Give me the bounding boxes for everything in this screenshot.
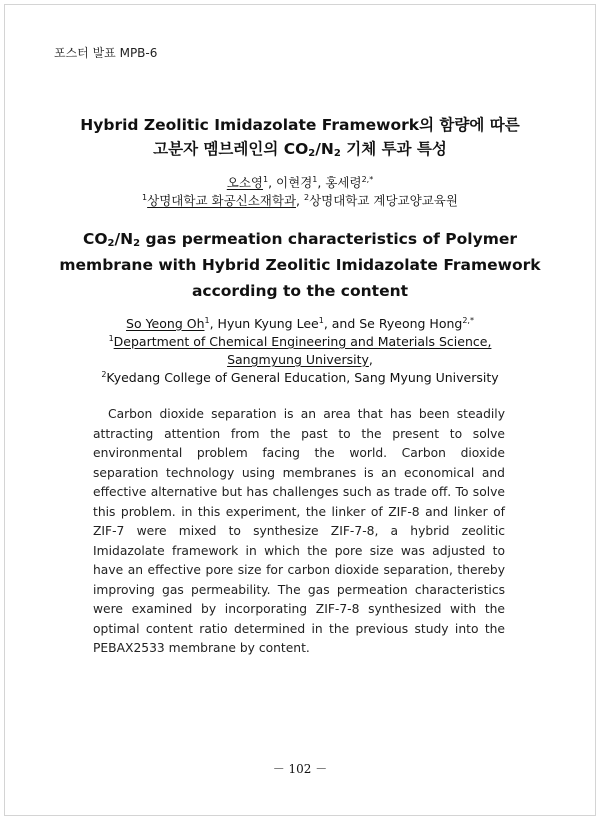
english-authors-block bbox=[0, 315, 600, 387]
korean-title-part: 고분자 멤브레인의 CO bbox=[153, 140, 309, 158]
english-affiliation-1-cont bbox=[0, 351, 600, 369]
korean-affiliation-2: 상명대학교 계당교양교육원 bbox=[309, 193, 458, 208]
superscript: 1 bbox=[142, 193, 148, 202]
english-title-part: gas permeation characteristics of Polymer bbox=[140, 230, 518, 248]
abstract bbox=[93, 405, 505, 659]
superscript: 1 bbox=[312, 175, 318, 184]
english-affiliation-1-text: Department of Chemical Engineering and Materials Science, bbox=[113, 334, 492, 349]
korean-authors bbox=[0, 174, 600, 192]
english-affiliation-1-university: Sangmyung University bbox=[227, 352, 369, 367]
superscript: 2 bbox=[303, 193, 310, 202]
english-affiliation-2-text: Kyedang College of General Education, Sang Myung University bbox=[106, 370, 499, 385]
session-label: 포스터 발표 MPB-6 bbox=[54, 46, 158, 60]
superscript: 1 bbox=[204, 316, 210, 325]
korean-author: , 홍세령 bbox=[317, 175, 362, 190]
page-number: － 102 － bbox=[272, 762, 328, 776]
korean-title-part: 기체 투과 특성 bbox=[340, 140, 447, 158]
english-title-line-2: membrane with Hybrid Zeolitic Imidazolate Framework bbox=[59, 256, 541, 274]
subscript: 2 bbox=[133, 238, 141, 249]
separator: , bbox=[296, 193, 304, 208]
english-title-part: CO bbox=[82, 230, 108, 248]
superscript: 1 bbox=[263, 175, 269, 184]
english-author: , Hyun Kyung Lee bbox=[209, 316, 319, 331]
subscript: 2 bbox=[308, 148, 316, 159]
superscript: 1 bbox=[108, 334, 114, 343]
abstract-text: Carbon dioxide separation is an area that has been steadily attracting attention from the past to the present to solve environmental problem facing the world. Carbon dioxide separation technology using membranes is an economical and effective alternative but has challenges such as trade off. To solve this problem. in this experiment, the linker of ZIF-8 and linker of ZIF-7 were mixed to synthesize ZIF-7-8, a hybrid zeolitic Imidazolate framework in which the pore size was adjusted to have an effective pore size for carbon dioxide separation, thereby improving gas permeability. The gas permeation characteristics were examined by incorporating ZIF-7-8 synthesized with the optimal content ratio determined in the previous study into the PEBAX2533 membrane by content. bbox=[93, 407, 505, 655]
korean-affiliations bbox=[0, 192, 600, 210]
english-affiliation-1 bbox=[0, 333, 600, 351]
korean-authors-block bbox=[0, 174, 600, 210]
subscript: 2 bbox=[107, 238, 115, 249]
superscript: 2 bbox=[101, 370, 107, 379]
english-title-line-1 bbox=[0, 226, 600, 252]
korean-author-presenter: 오소영 bbox=[226, 175, 264, 190]
korean-affiliation-1: 상명대학교 화공신소재학과 bbox=[147, 193, 297, 208]
english-author-presenter: So Yeong Oh bbox=[126, 316, 205, 331]
superscript: 2,* bbox=[462, 316, 474, 325]
english-affiliation-2 bbox=[0, 369, 600, 387]
english-authors bbox=[0, 315, 600, 333]
korean-title-line-1: Hybrid Zeolitic Imidazolate Framework의 함량에 따른 bbox=[80, 116, 520, 134]
korean-title-line-2 bbox=[0, 137, 600, 161]
english-title-part: /N bbox=[114, 230, 134, 248]
korean-title-part: /N bbox=[315, 140, 334, 158]
punctuation: , bbox=[368, 352, 373, 367]
superscript: 1 bbox=[318, 316, 324, 325]
english-title bbox=[0, 226, 600, 304]
subscript: 2 bbox=[333, 148, 341, 159]
english-title-line-3: according to the content bbox=[191, 282, 409, 300]
superscript: 2,* bbox=[361, 175, 374, 184]
english-author: , and Se Ryeong Hong bbox=[323, 316, 463, 331]
korean-title bbox=[0, 113, 600, 161]
korean-author: , 이현경 bbox=[268, 175, 313, 190]
